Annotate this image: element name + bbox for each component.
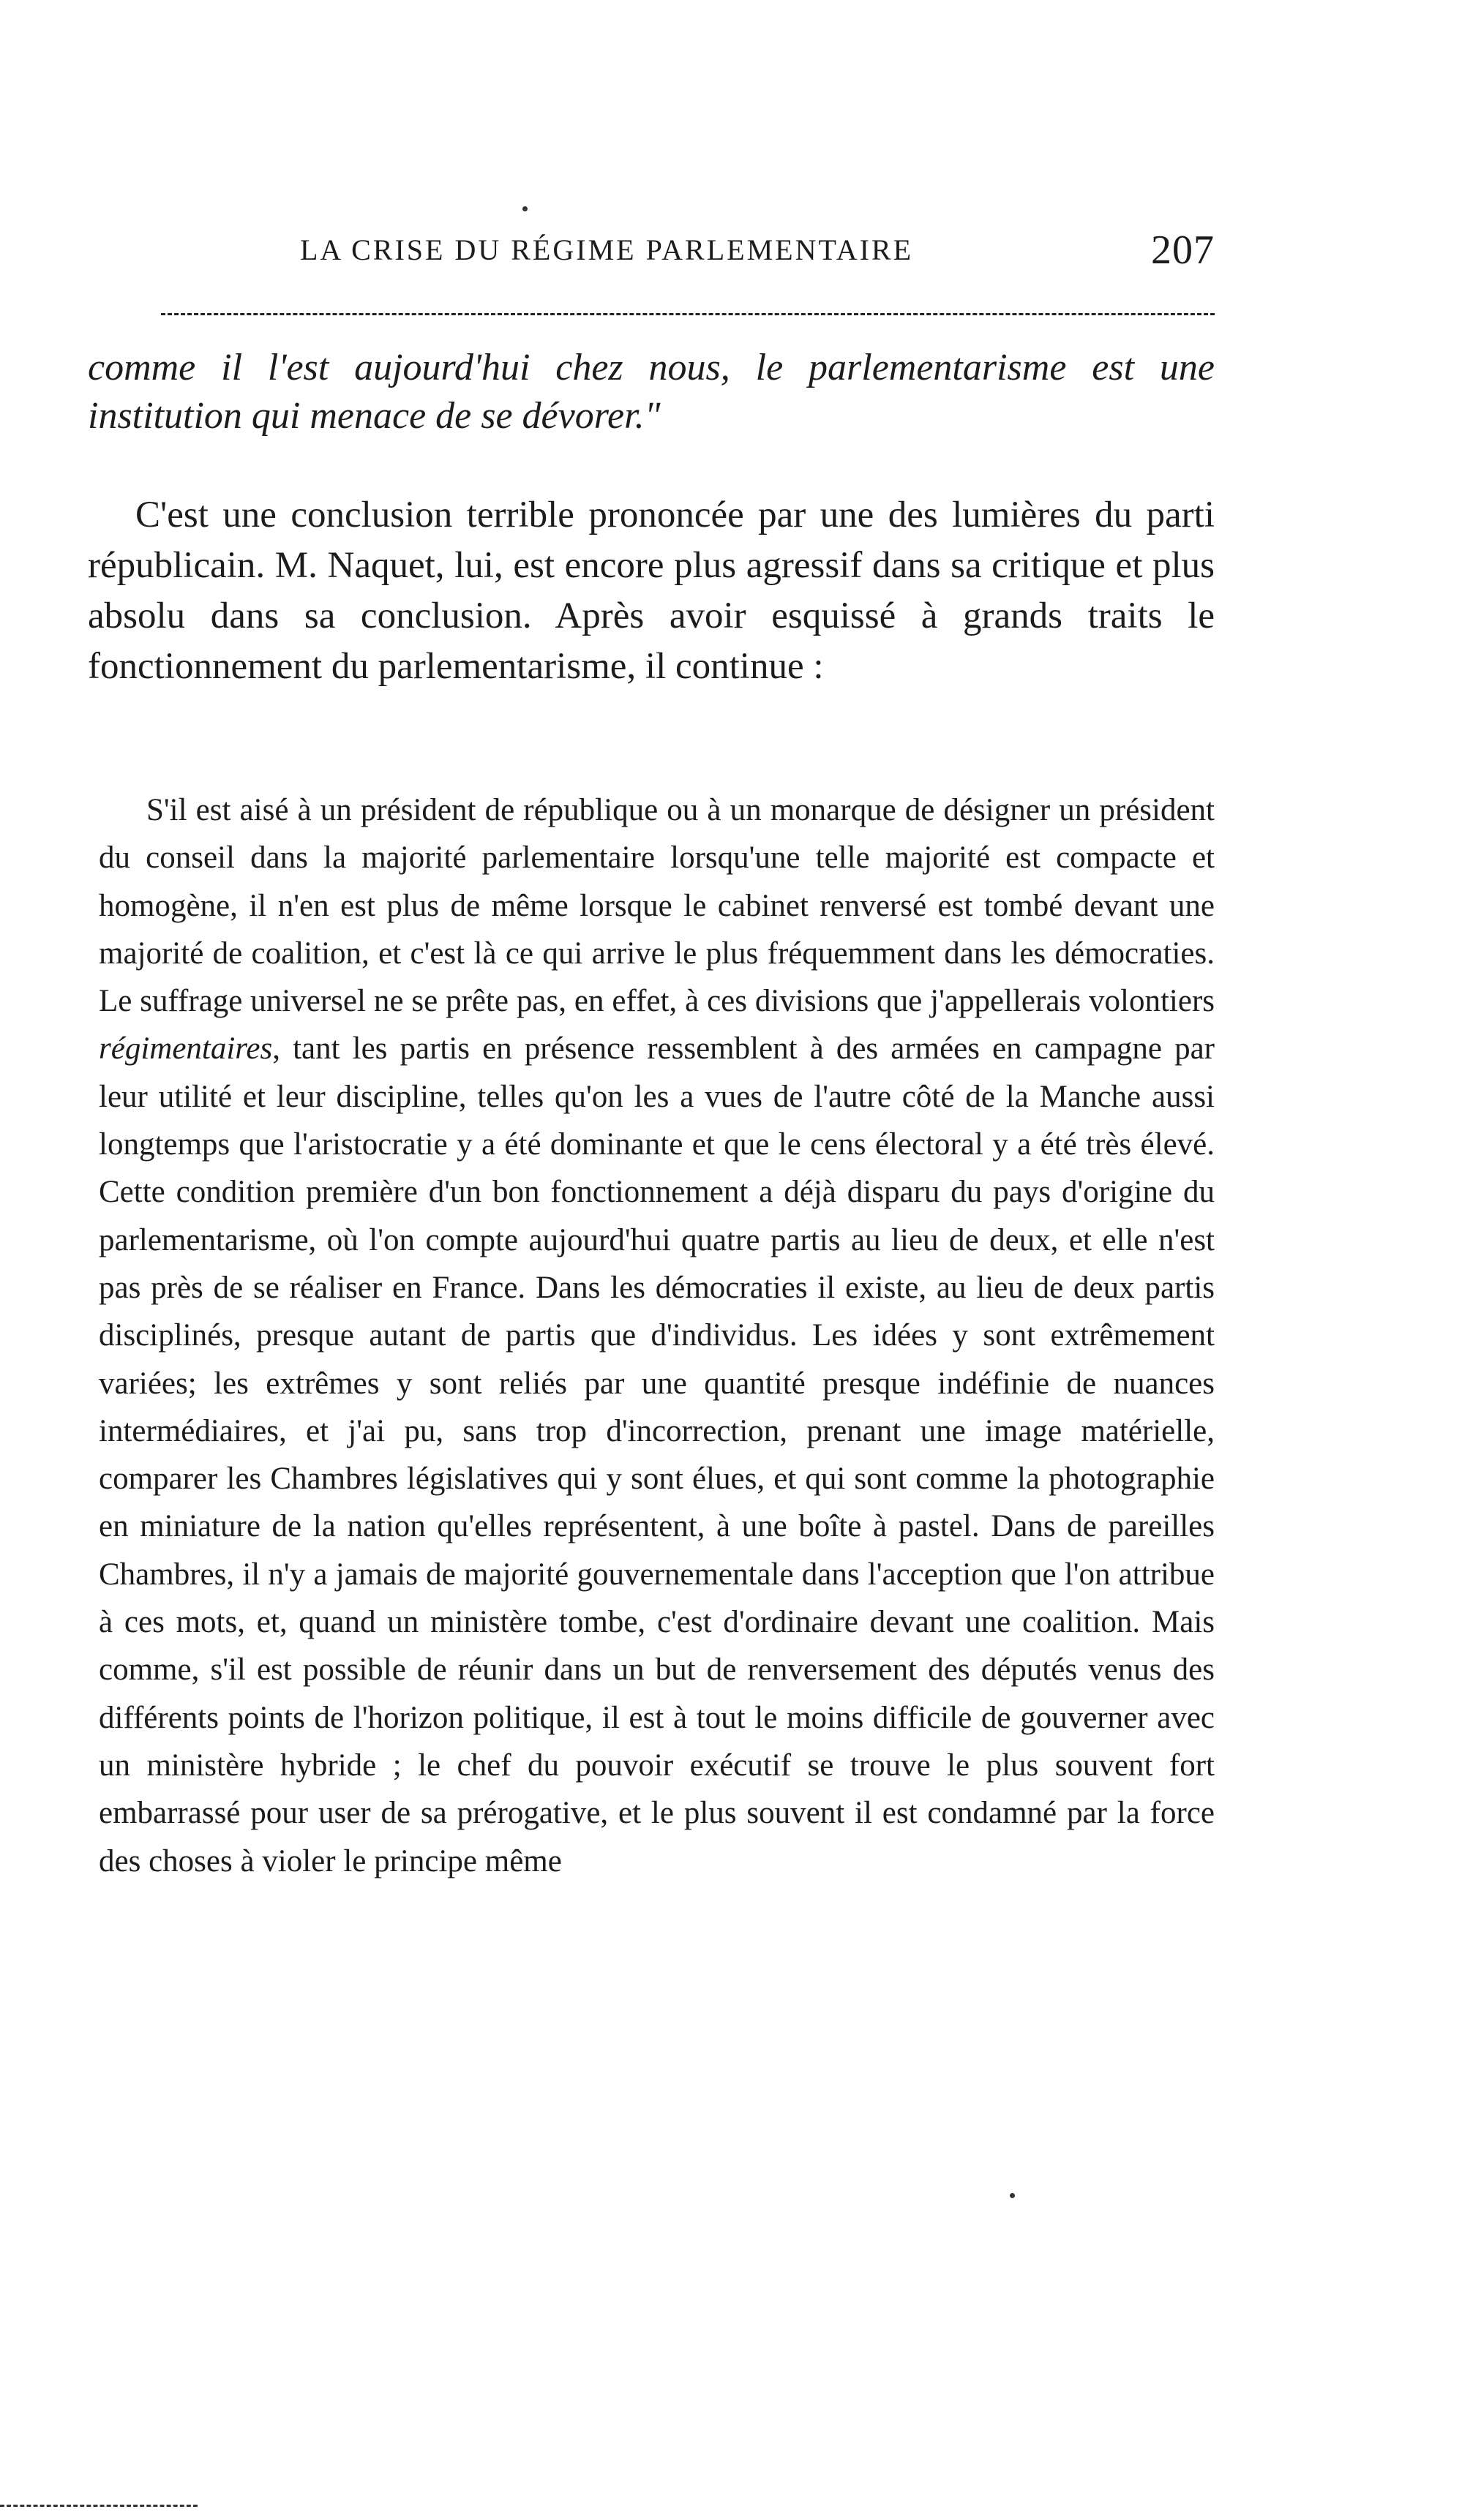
quote-continuation: comme il l'est aujourd'hui chez nous, le parlementarisme est une institution qui menace de se dévorer." (88, 347, 1215, 437)
page-header (241, 227, 1215, 278)
page-number: 207 (1151, 227, 1215, 273)
quotation-text (99, 786, 1215, 1885)
block-quotation (99, 786, 1215, 1885)
print-speck (1010, 2193, 1015, 2198)
running-title: LA CRISE DU RÉGIME PARLEMENTAIRE (300, 233, 914, 266)
body-paragraph (88, 490, 1215, 692)
print-speck (522, 206, 528, 211)
quotation-part-2: , tant les partis en présence ressemblent à des armées en campagne par leur utilité et leur discipline, telles qu'on les a vues de l'autre côté de la Manche aussi longtemps que l'aristocratie y a été dominante et que le cens électoral y a été très élevé. Cette condition première d'un bon fonctionnement a déjà disparu du pays d'origine du parlementarisme, où l'on compte aujourd'hui quatre partis au lieu de deux, et elle n'est pas près de se réaliser en France. Dans les démocraties il existe, au lieu de deux partis disciplinés, presque autant de partis que d'individus. Les idées y sont extrêmement variées; les extrêmes y sont reliés par une quantité presque indéfinie de nuances intermédiaires, et j'ai pu, sans trop d'incorrection, prenant une image matérielle, comparer les Chambres législatives qui y sont élues, et qui sont comme la photographie en miniature de la nation qu'elles représentent, à une boîte à pastel. Dans de pareilles Chambres, il n'y a jamais de majorité gouvernementale dans l'acception que l'on attribue à ces mots, et, quand un ministère tombe, c'est d'ordinaire devant une coalition. Mais comme, s'il est possible de réunir dans un but de renversement des députés venus des différents points de l'horizon politique, il est à tout le moins difficile de gouverner avec un ministère hybride ; le chef du pouvoir exécutif se trouve le plus souvent fort embarrassé pour user de sa prérogative, et le plus souvent il est condamné par la force des choses à violer le principe même (99, 1031, 1215, 1878)
quotation-part-1: S'il est aisé à un président de république ou à un monarque de désigner un président du conseil dans la majorité parlementaire lorsqu'une telle majorité est compacte et homogène, il n'en est plus de même lorsque le cabinet renversé est tombé devant une majorité de coalition, et c'est là ce qui arrive le plus fréquemment dans les démocraties. Le suffrage universel ne se prête pas, en effet, à ces divisions que j'appellerais volontiers (99, 793, 1215, 1019)
paragraph-text: C'est une conclusion terrible prononcée par une des lumières du parti républicain. M. Naquet, lui, est encore plus agressif dans sa critique et plus absolu dans sa conclusion. Après avoir esquissé à grands traits le fonctionnement du parlementarisme, il continue : (88, 494, 1215, 687)
header-rule (161, 313, 1215, 315)
bottom-edge-rule (0, 2505, 198, 2507)
quotation-italic-word: régimentaires (99, 1031, 273, 1067)
